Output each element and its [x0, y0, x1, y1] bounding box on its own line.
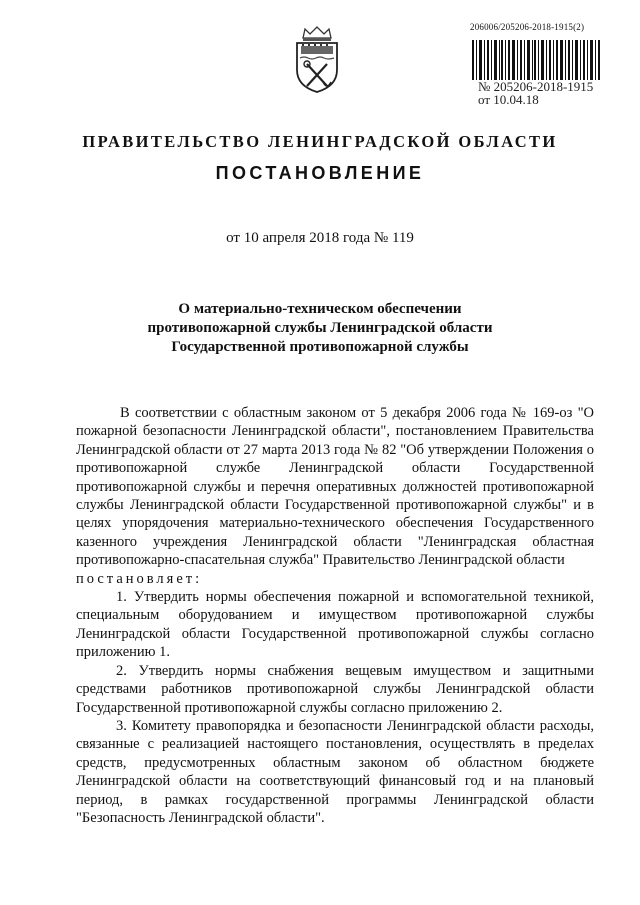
document-date: от 10 апреля 2018 года № 119: [226, 230, 414, 246]
decree-item: 3. Комитету правопорядка и безопасности Ленинградской области расходы, связанные с реализацией настоящего постановления, осуществлять в пределах средств, предусмотренных областным законом об областном бюджете Ленинградской области на соответствующий финансовый год и на плановый период, в рамках государственной программы Ленинградской области "Безопасность Ленинградской области".: [76, 717, 594, 826]
document-type: ПОСТАНОВЛЕНИЕ: [215, 163, 425, 183]
decree-item: 2. Утвердить нормы снабжения вещевым имуществом и защитными средствами работников противопожарной службы Ленинградской области Государственной противопожарной службы согласно приложению 2.: [76, 662, 594, 716]
subject-line: О материально-техническом обеспечении: [178, 301, 462, 317]
government-title: ПРАВИТЕЛЬСТВО ЛЕНИНГРАДСКОЙ ОБЛАСТИ: [82, 132, 558, 151]
document-subject: [0, 300, 640, 357]
registration-date: от 10.04.18: [478, 92, 539, 107]
subject-line: Государственной противопожарной службы: [171, 339, 469, 355]
subject-line: противопожарной службы Ленинградской области: [147, 320, 493, 336]
registration-number: № 205206-2018-1915: [478, 79, 594, 94]
barcode-icon: [472, 40, 600, 80]
document-code: 206006/205206-2018-1915(2): [470, 22, 585, 32]
registration-info: [478, 80, 593, 106]
document-body: [76, 404, 594, 827]
preamble-paragraph: В соответствии с областным законом от 5 декабря 2006 года № 169-оз "О пожарной безопасности Ленинградской области", постановлением Правительства Ленинградской области от 27 марта 2013 года № 82 "Об утверждении Положения о противопожарной службе Ленинградской области Государственной противопожарной службы и перечня оперативных должностей противопожарной службы Ленинградской области Государственной противопожарной службы" и в целях упорядочения материально-технического обеспечения Государственного казенного учреждения Ленинградской области "Ленинградская областная противопожарно-спасательная служба" Правительство Ленинградской области: [76, 405, 594, 569]
decree-item: 1. Утвердить нормы обеспечения пожарной и вспомогательной техникой, специальным оборудованием и имуществом противопожарной службы Ленинградской области Государственной противопожарной службы согласно приложению 1.: [76, 589, 594, 661]
decree-word: постановляет:: [76, 570, 203, 587]
coat-of-arms-icon: [291, 24, 343, 94]
